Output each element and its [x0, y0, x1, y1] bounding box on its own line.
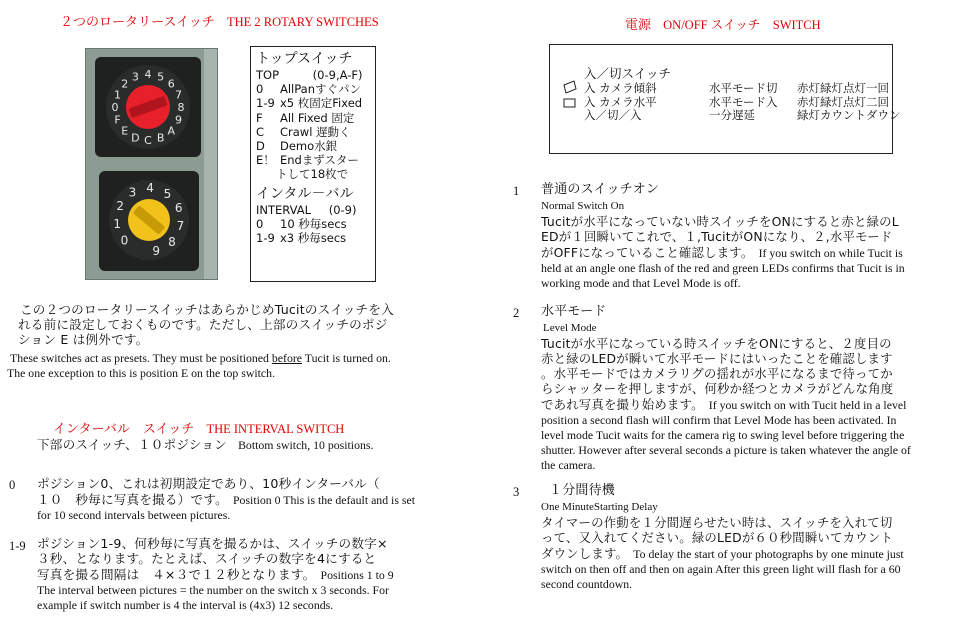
rotary-switches-heading: [60, 11, 379, 30]
rotary-heading-en: THE 2 ROTARY SWITCHES: [226, 15, 379, 29]
spec-row: 1-9 x5 枚固定Fixed: [256, 96, 363, 111]
pos0-text: ポジション0、これは初期設定であり、10秒インターバル（ １０ 秒毎に写真を撮る）です。 Position 0 This is the default and is set for 10 second intervals between pictures.: [37, 476, 415, 522]
top-dial-label: 8: [177, 101, 185, 114]
top-dial-label: C: [144, 134, 152, 147]
spec-row: D Demo水銀: [256, 139, 338, 154]
rotary-switches-photo: [85, 48, 218, 280]
bottom-dial-label: 9: [152, 244, 161, 259]
spec-row: E！ Endまずスター: [256, 153, 359, 168]
top-dial-label: 4: [144, 68, 152, 81]
bottom-dial-label: 8: [168, 235, 176, 250]
intro-jp: この２つのロータリースイッチはあらかじめTucitのスイッチを入 れる前に設定しておくものです。ただし、上部のスイッチのポジ ション E は例外です。: [18, 302, 394, 347]
top-dial-label: D: [131, 131, 140, 145]
top-dial-label: 6: [167, 77, 175, 91]
spec-row: 1-9 x3 秒毎secs: [256, 231, 347, 246]
bottom-dial-label: 2: [116, 199, 125, 213]
status-row: 入／切／入 一分遅延 緑灯カウントダウン: [584, 108, 901, 122]
top-dial-label: 1: [114, 88, 121, 102]
bottom-dial-label: 4: [146, 181, 154, 195]
interval-switch-header: INTERVAL (0-9): [256, 202, 357, 217]
top-dial-label: 5: [157, 70, 165, 84]
top-dial-label: 7: [175, 88, 182, 102]
spec-row: C Crawl 遅動く: [256, 124, 351, 139]
top-dial-label: B: [156, 131, 165, 145]
top-dial-label: E: [121, 124, 129, 138]
status-row: 入 カメラ傾斜 水平モード切 赤灯緑灯点灯一回: [584, 81, 889, 95]
onoff-switch-heading: 電源 ON/OFF スイッチ SWITCH: [625, 18, 821, 33]
item3-text: １分間待機 One MinuteStarting Delay タイマーの作動を１分間遅らせたい時は、スイッチを入れて切 って、又入れてください。緑のLEDが６０秒間瞬いてカウント ダウンします。 To delay the start of your photographs by one minute just switch on then off and then on again After this green light will flash for a 60 second countdown.: [541, 483, 904, 591]
item2-number: 2: [513, 306, 520, 320]
pos19-text: ポジション1-9、何秒毎に写真を撮るかは、スイッチの数字× ３秒、となります。たとえば、スイッチの数字を4にすると 写真を撮る間隔は ４×３で１２秒となります。 Positions 1 to 9 The interval between pictures = the number on the switch x 3 seconds. For example if switch number is 4 the interval is (4x3) 12 seconds.: [37, 536, 394, 612]
bottom-dial-label: 0: [120, 233, 129, 248]
interval-subheading: 下部のスイッチ、１０ポジション Bottom switch, 10 positions.: [37, 437, 374, 452]
pos19-number: 1-9: [9, 539, 26, 553]
top-dial-label: F: [114, 113, 121, 127]
interval-switch-title: インタル－バル: [256, 185, 354, 202]
spec-row: 0 10 秒毎secs: [256, 216, 347, 231]
interval-heading: インターバル スイッチ THE INTERVAL SWITCH: [53, 422, 345, 437]
spec-row: 0 AllPanすぐパン: [256, 82, 362, 97]
item1-text: 普通のスイッチオン Normal Switch On Tucitが水平になっていない時スイッチをONにすると赤と緑のL EDが１回瞬いてこれで、１,TucitがONになり、２,水平モード がOFFになっていること確認します。 If you switch on while Tucit is held at an angle one flash of the red and green LEDs confirms that Tucit is in working mode and that Level Mode is off.: [541, 182, 905, 290]
bottom-dial-label: 3: [128, 185, 137, 200]
rotary-heading-jp: ２つのロータリースイッチ: [60, 15, 215, 30]
onoff-status-box: [549, 44, 901, 154]
item1-number: 1: [513, 184, 520, 198]
switch-spec-box: [250, 46, 376, 282]
top-dial-label: 3: [131, 70, 139, 84]
bottom-dial-label: 5: [163, 186, 172, 201]
item3-number: 3: [513, 485, 520, 499]
status-box-title: 入／切スイッチ: [584, 66, 672, 81]
intro-en: These switches act as presets. They must be positioned before Tucit is turned on. The one exception to this is position E on the top switch.: [7, 351, 391, 380]
top-dial-label: 0: [111, 101, 119, 114]
top-dial-label: 2: [121, 77, 129, 91]
status-row: 入 カメラ水平 水平モード入 赤灯緑灯点灯二回: [584, 95, 889, 109]
switches-illustration: [86, 49, 217, 279]
bottom-dial-label: 6: [174, 201, 183, 215]
spec-row: F All Fixed 固定: [256, 110, 355, 125]
top-switch-header: TOP (0-9,A-F): [256, 68, 363, 82]
toggle-switch-icon: [562, 79, 578, 109]
spec-row-cont: トして18枚で: [276, 167, 349, 182]
bottom-dial-label: 1: [113, 216, 122, 231]
top-dial-label: A: [167, 124, 176, 138]
bottom-dial-label: 7: [176, 219, 185, 234]
top-dial-label: 9: [175, 113, 182, 127]
pos0-number: 0: [9, 478, 16, 492]
item2-text: 水平モード Level Mode Tucitが水平になっている時スイッチをONにすると、２度目の 赤と緑のLEDが瞬いて水平モードにはいったことを確認します 。水平モードではカメラリグの揺れが水平になるまで待ってか らシャッターを押しますが、何秒か経つとカメラがどんな角度 であれ写真を撮り始めます。 If you switch on with Tucit held in a level position a second flash will confirm that Level Mode has been activated. In level mode Tucit waits for the camera rig to swing level before triggering the shutter. However after several seconds a picture is taken whatever the angle of the camera.: [541, 304, 911, 472]
top-switch-title: トップスイッチ: [256, 51, 353, 67]
